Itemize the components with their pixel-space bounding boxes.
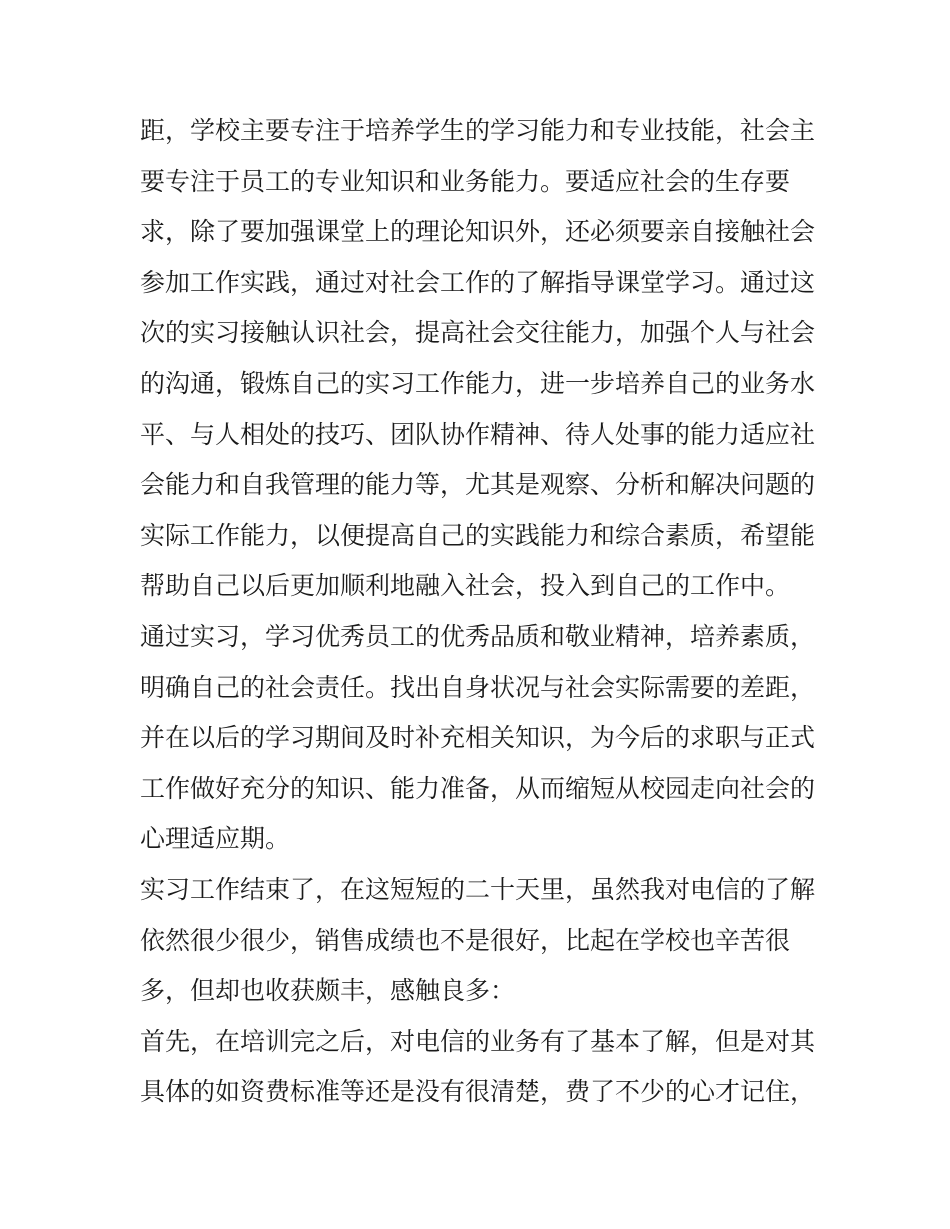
text-line: 实际工作能力，以便提高自己的实践能力和综合素质，希望能 bbox=[140, 520, 816, 550]
text-line: 并在以后的学习期间及时补充相关知识，为今后的求职与正式 bbox=[140, 723, 816, 753]
text-line: 的沟通，锻炼自己的实习工作能力，进一步培养自己的业务水 bbox=[140, 368, 816, 398]
body-text bbox=[140, 106, 820, 1118]
text-line: 具体的如资费标准等还是没有很清楚，费了不少的心才记住， bbox=[140, 1077, 816, 1107]
text-line: 依然很少很少，销售成绩也不是很好，比起在学校也辛苦很 bbox=[140, 925, 791, 955]
text-line: 会能力和自我管理的能力等，尤其是观察、分析和解决问题的 bbox=[140, 470, 816, 500]
text-line: 工作做好充分的知识、能力准备，从而缩短从校园走向社会的 bbox=[140, 773, 816, 803]
text-line: 参加工作实践，通过对社会工作的了解指导课堂学习。通过这 bbox=[140, 267, 816, 297]
text-line: 求，除了要加强课堂上的理论知识外，还必须要亲自接触社会 bbox=[140, 217, 816, 247]
text-line: 次的实习接触认识社会，提高社会交往能力，加强个人与社会 bbox=[140, 318, 816, 348]
text-line: 平、与人相处的技巧、团队协作精神、待人处事的能力适应社 bbox=[140, 419, 816, 449]
text-line: 多，但却也收获颇丰，感触良多： bbox=[140, 976, 516, 1006]
text-line: 首先，在培训完之后，对电信的业务有了基本了解，但是对其 bbox=[140, 1026, 816, 1056]
text-line: 距，学校主要专注于培养学生的学习能力和专业技能，社会主 bbox=[140, 116, 816, 145]
text-line: 心理适应期。 bbox=[140, 824, 291, 854]
text-line: 帮助自己以后更加顺利地融入社会，投入到自己的工作中。 bbox=[140, 571, 791, 601]
text-line: 通过实习，学习优秀员工的优秀品质和敬业精神，培养素质， bbox=[140, 621, 816, 651]
text-line: 要专注于员工的专业知识和业务能力。要适应社会的生存要 bbox=[140, 166, 791, 196]
text-line: 明确自己的社会责任。找出自身状况与社会实际需要的差距， bbox=[140, 672, 816, 702]
text-line: 实习工作结束了，在这短短的二十天里，虽然我对电信的了解 bbox=[140, 874, 816, 904]
